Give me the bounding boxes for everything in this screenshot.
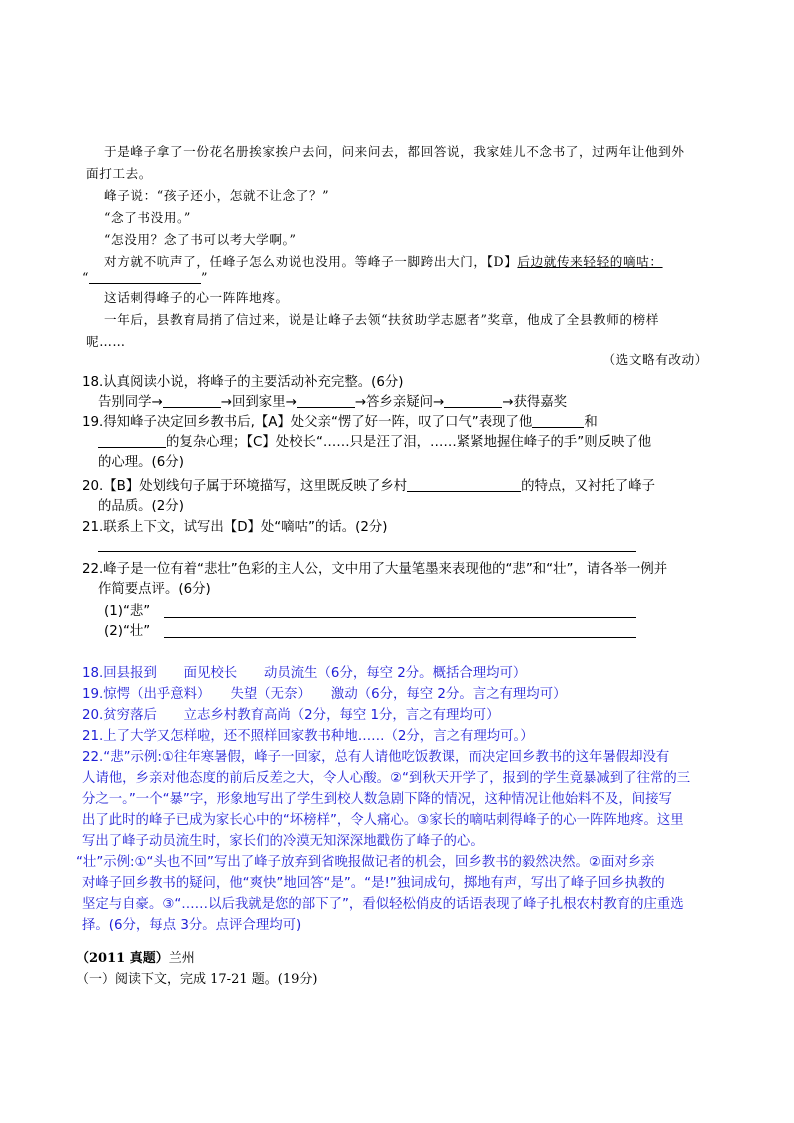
passage-line: “念了书没用。”: [104, 210, 191, 225]
answer-22-line: 择。(6分，每点 3分。点评合理均可): [82, 918, 302, 933]
answer-blank[interactable]: [163, 393, 221, 408]
answer-22-line: 坚定与自豪。③“……以后我就是您的部下了”，看似轻松俏皮的话语表现了峰子扎根农村教育的庄重选: [82, 897, 684, 912]
passage-line: 于是峰子拿了一份花名册挨家挨户去问，问来问去，都回答说，我家娃儿不念书了，过两年让他到外: [104, 144, 685, 159]
answer-22-line: “壮”示例:①“头也不回”写出了峰子放弃到省晚报做记者的机会，回乡教书的毅然决然。②面对乡亲: [76, 855, 655, 870]
question-19: 19.得知峰子决定回乡教书后,【A】处父亲“愣了好一阵，叹了口气”表现了他 和: [82, 415, 598, 430]
answer-20: 20.贫穷落后 立志乡村教育高尚（2分，每空 1分，言之有理均可）: [82, 708, 500, 723]
question-20: 20.【B】处划线句子属于环境描写，这里既反映了乡村 的特点，又衬托了峰子: [82, 479, 655, 494]
underlined-sentence-d: 后边就传来轻轻的嘀咕：: [517, 254, 663, 269]
passage-line: 峰子说：“孩子还小，怎就不让念了？”: [104, 188, 330, 203]
answer-blank[interactable]: [407, 477, 521, 492]
answer-blank[interactable]: [98, 433, 166, 448]
answer-22-line: 对峰子回乡教书的疑问，他“爽快”地回答“是”。“是!”独词成句，掷地有声，写出了峰子回乡执教的: [82, 876, 665, 891]
answer-22-line: 写出了峰子动员流生时，家长们的冷漠无知深深地戳伤了峰子的心。: [82, 834, 484, 849]
answer-22-line: 出了此时的峰子已成为家长心中的“坏榜样”，令人痛心。③家长的嘀咕刺得峰子的心一阵阵地疼。这里: [82, 813, 684, 828]
answer-line[interactable]: [164, 617, 636, 618]
section-intro: （一）阅读下文，完成 17-21 题。(19分): [76, 972, 318, 987]
answer-blank[interactable]: [89, 269, 201, 284]
question-21: 21.联系上下文，试写出【D】处“嘀咕”的话。(2分): [82, 520, 388, 535]
answer-22-line: 分之一。”一个“暴”字，形象地写出了学生到校人数急剧下降的情况，这种情况让他始料不及，间接写: [82, 792, 672, 807]
answer-line[interactable]: [98, 551, 636, 552]
question-18-flow: 告别同学→ →回到家里→ →答乡亲疑问→ →获得嘉奖: [98, 395, 568, 410]
passage-line: “怎没用？念了书可以考大学啊。”: [104, 232, 297, 247]
answer-22-line: 22.“悲”示例:①往年寒暑假，峰子一回家，总有人请他吃饭教课，而决定回乡教书的这年暑假却没有: [82, 750, 670, 765]
question-22-cont: 作简要点评。(6分): [98, 582, 211, 597]
passage-line: 面打工去。: [86, 166, 152, 181]
answer-blank[interactable]: [444, 393, 502, 408]
question-19-cont: 的心理。(6分): [98, 455, 184, 470]
source-note: （选文略有改动）: [602, 352, 708, 367]
passage-line: 对方就不吭声了，任峰子怎么劝说也没用。等峰子一脚跨出大门，【D】后边就传来轻轻的嘀咕：: [104, 254, 663, 269]
answer-blank[interactable]: [532, 413, 584, 428]
passage-line: 一年后，县教育局捎了信过来，说是让峰子去领“扶贫助学志愿者”奖章，他成了全县教师的榜样: [104, 312, 660, 327]
answer-18: 18.回县报到 面见校长 动员流生（6分，每空 2分。概括合理均可）: [82, 666, 527, 681]
question-22-part1: (1)“悲”: [104, 604, 151, 619]
question-18: 18.认真阅读小说，将峰子的主要活动补充完整。(6分): [82, 375, 404, 390]
answer-19: 19.惊愕（出乎意料） 失望（无奈） 激动（6分，每空 2分。言之有理均可）: [82, 687, 567, 702]
passage-line: “ ”: [82, 270, 209, 285]
answer-22-line: 人请他，乡亲对他态度的前后反差之大，令人心酸。②“到秋天开学了，报到的学生竟暴减到了往常的三: [82, 771, 691, 786]
section-heading: （2011 真题）兰州: [76, 951, 195, 966]
answer-blank[interactable]: [297, 393, 355, 408]
passage-line: 这话刺得峰子的心一阵阵地疼。: [104, 290, 289, 305]
question-22: 22.峰子是一位有着“悲壮”色彩的主人公，文中用了大量笔墨来表现他的“悲”和“壮”，请各举一例并: [82, 562, 668, 577]
question-20-cont: 的品质。(2分): [98, 499, 184, 514]
question-22-part2: (2)“壮”: [104, 624, 151, 639]
answer-21: 21.上了大学又怎样啦，还不照样回家教书种地……（2分，言之有理均可。）: [82, 729, 534, 744]
question-19-cont: 的复杂心理；【C】处校长“……只是汪了泪，……紧紧地握住峰子的手”则反映了他: [98, 433, 651, 453]
passage-line: 呢……: [86, 334, 126, 349]
answer-line[interactable]: [164, 637, 636, 638]
